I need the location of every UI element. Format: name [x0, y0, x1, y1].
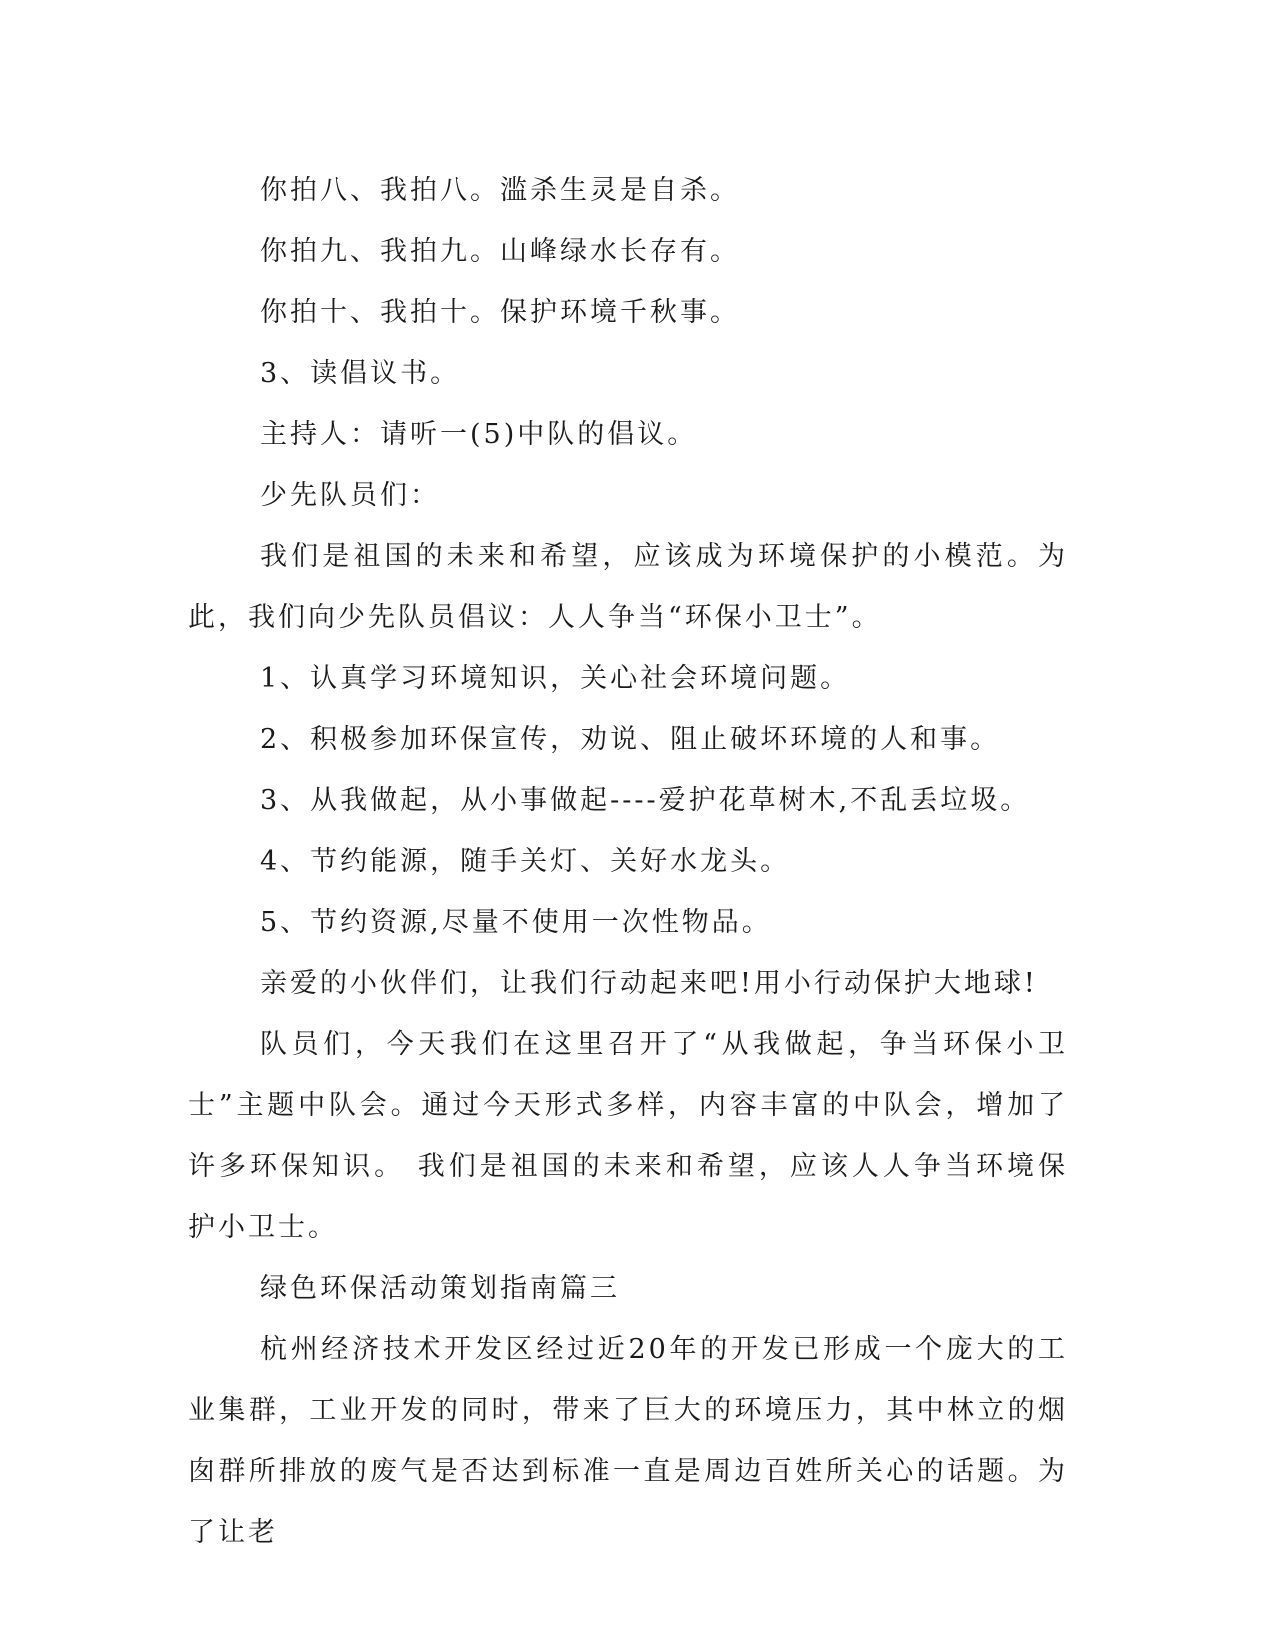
document-body — [188, 160, 1068, 1563]
paragraph-host-line: 主持人：请听一(5)中队的倡议。 — [260, 419, 698, 450]
section-heading-part-three: 绿色环保活动策划指南篇三 — [260, 1273, 620, 1304]
paragraph-meeting-summary: 队员们，今天我们在这里召开了“从我做起，争当环保小卫士”主题中队会。通过今天形式多样，内容丰富的中队会，增加了许多环保知识。 我们是祖国的未来和希望，应该人人争当环境保护小卫士。 — [188, 1029, 1068, 1243]
paragraph-proposal-item-1: 1、认真学习环境知识，关心社会环境问题。 — [260, 663, 851, 694]
paragraph-proposal-item-4: 4、节约能源，随手关灯、关好水龙头。 — [260, 846, 791, 877]
paragraph-read-proposal: 3、读倡议书。 — [260, 358, 461, 389]
paragraph-clap-nine: 你拍九、我拍九。山峰绿水长存有。 — [260, 236, 740, 267]
paragraph-proposal-item-2: 2、积极参加环保宣传，劝说、阻止破坏环境的人和事。 — [260, 724, 1001, 755]
paragraph-salutation: 少先队员们： — [260, 480, 440, 511]
paragraph-proposal-item-5: 5、节约资源,尽量不使用一次性物品。 — [260, 907, 772, 938]
paragraph-proposal-item-3: 3、从我做起，从小事做起----爱护花草树木,不乱丢垃圾。 — [260, 785, 1031, 816]
paragraph-clap-eight: 你拍八、我拍八。滥杀生灵是自杀。 — [260, 175, 740, 206]
paragraph-proposal-intro: 我们是祖国的未来和希望，应该成为环境保护的小模范。为此，我们向少先队员倡议：人人争当“环保小卫士”。 — [188, 541, 1068, 633]
paragraph-hangzhou-intro: 杭州经济技术开发区经过近20年的开发已形成一个庞大的工业集群，工业开发的同时，带来了巨大的环境压力，其中林立的烟囱群所排放的废气是否达到标准一直是周边百姓所关心的话题。为了让老 — [188, 1334, 1068, 1548]
paragraph-call-to-action: 亲爱的小伙伴们，让我们行动起来吧!用小行动保护大地球! — [260, 968, 1038, 999]
paragraph-clap-ten: 你拍十、我拍十。保护环境千秋事。 — [260, 297, 740, 328]
